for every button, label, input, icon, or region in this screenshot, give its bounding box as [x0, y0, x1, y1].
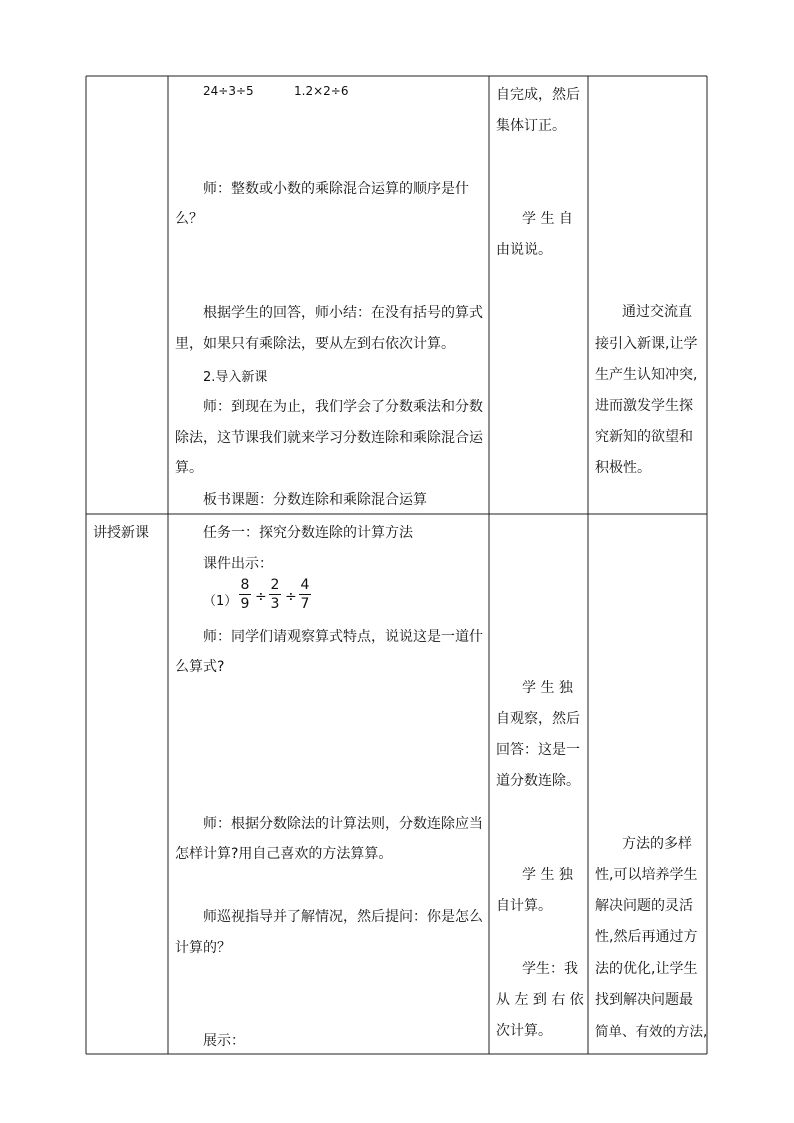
student-activity-line: 自完成，然后 [496, 87, 580, 103]
design-intent-line: 接引入新课,让学 [595, 336, 698, 352]
fraction-denominator: 7 [300, 596, 310, 612]
division-sign: ÷ [255, 589, 267, 605]
design-intent-line: 方法的多样 [622, 836, 692, 852]
student-activity-line: 学 生 独 [522, 680, 573, 696]
teacher-question-line: 怎样计算?用自己喜欢的方法算算。 [175, 846, 393, 862]
task-heading: 任务一：探究分数连除的计算方法 [203, 525, 413, 541]
teacher-question-line: 师：同学们请观察算式特点，说说这是一道什 [203, 629, 483, 645]
courseware-label: 课件出示： [203, 556, 273, 572]
display-label: 展示： [203, 1033, 245, 1049]
design-intent-line: 法的优化,让学生 [595, 961, 698, 977]
math-expression: 24÷3÷5 [203, 84, 254, 98]
summary-line: 里，如果只有乘除法，要从左到右依次计算。 [175, 336, 455, 352]
fraction [238, 577, 252, 612]
math-expression: 1.2×2÷6 [294, 84, 349, 98]
design-intent-line: 简单、有效的方法, [595, 1024, 708, 1040]
teacher-question-line: 师：整数或小数的乘除混合运算的顺序是什 [203, 181, 469, 197]
fraction-numerator: 8 [240, 577, 250, 593]
student-activity-line: 道分数连除。 [496, 773, 580, 789]
section-heading: 2.导入新课 [203, 370, 268, 385]
student-activity-line: 由说说。 [496, 242, 552, 258]
student-activity-line: 学 生 独 [522, 867, 573, 883]
student-activity-line: 集体订正。 [496, 118, 566, 134]
design-intent-line: 性,然后再通过方 [595, 929, 698, 945]
design-intent-line: 解决问题的灵活 [595, 898, 693, 914]
design-intent-line: 积极性。 [595, 460, 651, 476]
intro-line: 师：到现在为止，我们学会了分数乘法和分数 [203, 399, 483, 415]
fraction-bar [299, 594, 311, 595]
student-activity-line: 次计算。 [496, 1023, 552, 1039]
student-activity-line: 从 左 到 右 依 [496, 992, 584, 1008]
design-intent-line: 找到解决问题最 [595, 992, 693, 1008]
division-sign: ÷ [285, 589, 297, 605]
student-activity-line: 学生：我 [522, 961, 578, 977]
fraction [298, 577, 312, 612]
design-intent-line: 通过交流直 [622, 304, 692, 320]
fraction-bar [269, 594, 281, 595]
item-number: （1） [203, 594, 238, 609]
board-title: 板书课题：分数连除和乘除混合运算 [203, 492, 427, 508]
fraction-denominator: 9 [240, 596, 250, 612]
intro-line: 算。 [175, 460, 203, 476]
fraction-denominator: 3 [270, 596, 280, 612]
student-activity-line: 学 生 自 [522, 211, 573, 227]
design-intent-line: 进而激发学生探 [595, 398, 693, 414]
student-activity-line: 自计算。 [496, 898, 552, 914]
design-intent-line: 性,可以培养学生 [595, 867, 698, 883]
design-intent-line: 生产生认知冲突, [595, 367, 698, 383]
fraction-numerator: 4 [300, 577, 310, 593]
design-intent-line: 究新知的欲望和 [595, 429, 693, 445]
teacher-question-line: 师巡视指导并了解情况，然后提问：你是怎么 [203, 909, 483, 925]
student-activity-line: 回答：这是一 [496, 742, 580, 758]
intro-line: 除法，这节课我们就来学习分数连除和乘除混合运 [175, 430, 483, 446]
teacher-question-line: 计算的？ [175, 940, 231, 956]
teacher-question-line: 么？ [175, 211, 203, 227]
fraction-bar [239, 594, 251, 595]
fraction [268, 577, 282, 612]
section-label: 讲授新课 [93, 525, 149, 541]
student-activity-line: 自观察，然后 [496, 711, 580, 727]
teacher-question-line: 师：根据分数除法的计算法则，分数连除应当 [203, 816, 483, 832]
teacher-question-line: 么算式? [175, 659, 225, 675]
fraction-numerator: 2 [270, 577, 280, 593]
summary-line: 根据学生的回答，师小结：在没有括号的算式 [203, 305, 483, 321]
